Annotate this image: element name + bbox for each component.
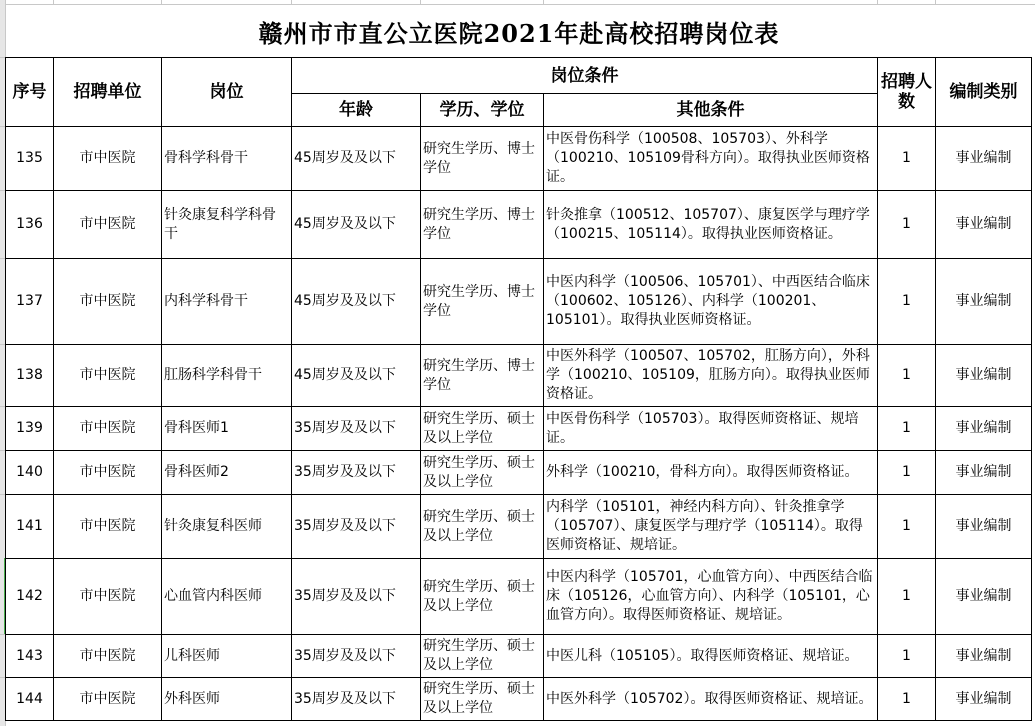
cell-education[interactable]: 研究生学历、硕士及以上学位: [421, 451, 544, 495]
table-row[interactable]: [6, 678, 1032, 721]
cell-other[interactable]: 中医内科学（100506、105701）、中西医结合临床（100602、105126）、内科学（100201、105101）。取得执业医师资格证。: [544, 259, 878, 345]
recruitment-table: [5, 57, 1032, 721]
cell-unit[interactable]: 市中医院: [54, 407, 162, 451]
cell-staffing[interactable]: 事业编制: [936, 407, 1032, 451]
cell-seq[interactable]: 143: [6, 635, 54, 678]
header-count: 招聘人数: [878, 58, 936, 127]
cell-education[interactable]: 研究生学历、博士学位: [421, 259, 544, 345]
header-age: 年龄: [292, 94, 421, 127]
cell-education[interactable]: 研究生学历、硕士及以上学位: [421, 495, 544, 559]
cell-count[interactable]: 1: [878, 345, 936, 407]
cell-unit[interactable]: 市中医院: [54, 345, 162, 407]
cell-seq[interactable]: 140: [6, 451, 54, 495]
header-staffing: 编制类别: [936, 58, 1032, 127]
cell-age[interactable]: 35周岁及及以下: [292, 451, 421, 495]
cell-age[interactable]: 35周岁及及以下: [292, 559, 421, 635]
cell-count[interactable]: 1: [878, 559, 936, 635]
cell-seq[interactable]: 144: [6, 678, 54, 721]
cell-count[interactable]: 1: [878, 127, 936, 191]
cell-seq[interactable]: 138: [6, 345, 54, 407]
cell-other[interactable]: 中医儿科（105105）。取得医师资格证、规培证。: [544, 635, 878, 678]
cell-age[interactable]: 45周岁及及以下: [292, 191, 421, 259]
cell-position[interactable]: 骨科医师2: [162, 451, 292, 495]
cell-position[interactable]: 针灸康复科学科骨干: [162, 191, 292, 259]
cell-education[interactable]: 研究生学历、硕士及以上学位: [421, 678, 544, 721]
cell-education[interactable]: 研究生学历、博士学位: [421, 191, 544, 259]
cell-count[interactable]: 1: [878, 635, 936, 678]
cell-count[interactable]: 1: [878, 407, 936, 451]
cell-other[interactable]: 内科学（105101，神经内科方向）、针灸推拿学（105707）、康复医学与理疗学（105114）。取得医师资格证、规培证。: [544, 495, 878, 559]
cell-other[interactable]: 中医内科学（105701，心血管方向）、中西医结合临床（105126，心血管方向）、内科学（105101，心血管方向）。取得医师资格证、规培证。: [544, 559, 878, 635]
table-row[interactable]: [6, 559, 1032, 635]
cell-seq[interactable]: 142: [6, 559, 54, 635]
cell-position[interactable]: 内科学科骨干: [162, 259, 292, 345]
header-conditions: 岗位条件: [292, 58, 878, 94]
cell-other[interactable]: 中医骨伤科学（100508、105703）、外科学（100210、105109骨科方向）。取得执业医师资格证。: [544, 127, 878, 191]
cell-position[interactable]: 骨科学科骨干: [162, 127, 292, 191]
cell-position[interactable]: 针灸康复科医师: [162, 495, 292, 559]
cell-staffing[interactable]: 事业编制: [936, 345, 1032, 407]
cell-staffing[interactable]: 事业编制: [936, 127, 1032, 191]
cell-staffing[interactable]: 事业编制: [936, 191, 1032, 259]
table-row[interactable]: [6, 451, 1032, 495]
cell-unit[interactable]: 市中医院: [54, 635, 162, 678]
cell-other[interactable]: 中医骨伤科学（105703）。取得医师资格证、规培证。: [544, 407, 878, 451]
cell-education[interactable]: 研究生学历、硕士及以上学位: [421, 635, 544, 678]
cell-position[interactable]: 肛肠科学科骨干: [162, 345, 292, 407]
cell-seq[interactable]: 139: [6, 407, 54, 451]
cell-seq[interactable]: 141: [6, 495, 54, 559]
cell-age[interactable]: 45周岁及及以下: [292, 345, 421, 407]
cell-staffing[interactable]: 事业编制: [936, 259, 1032, 345]
table-row[interactable]: [6, 345, 1032, 407]
cell-staffing[interactable]: 事业编制: [936, 451, 1032, 495]
cell-count[interactable]: 1: [878, 259, 936, 345]
table-row[interactable]: [6, 495, 1032, 559]
cell-other[interactable]: 中医外科学（105702）。取得医师资格证、规培证。: [544, 678, 878, 721]
cell-education[interactable]: 研究生学历、硕士及以上学位: [421, 559, 544, 635]
cell-staffing[interactable]: 事业编制: [936, 678, 1032, 721]
cell-other[interactable]: 针灸推拿（100512、105707）、康复医学与理疗学（100215、105114）。取得执业医师资格证。: [544, 191, 878, 259]
table-row[interactable]: [6, 407, 1032, 451]
cell-position[interactable]: 儿科医师: [162, 635, 292, 678]
table-row[interactable]: [6, 127, 1032, 191]
cell-unit[interactable]: 市中医院: [54, 559, 162, 635]
cell-age[interactable]: 45周岁及及以下: [292, 259, 421, 345]
cell-unit[interactable]: 市中医院: [54, 191, 162, 259]
cell-education[interactable]: 研究生学历、博士学位: [421, 345, 544, 407]
cell-count[interactable]: 1: [878, 678, 936, 721]
cell-position[interactable]: 外科医师: [162, 678, 292, 721]
cell-unit[interactable]: 市中医院: [54, 127, 162, 191]
cell-staffing[interactable]: 事业编制: [936, 635, 1032, 678]
cell-age[interactable]: 35周岁及及以下: [292, 495, 421, 559]
table-row[interactable]: [6, 191, 1032, 259]
cell-seq[interactable]: 137: [6, 259, 54, 345]
cell-age[interactable]: 35周岁及及以下: [292, 635, 421, 678]
cell-unit[interactable]: 市中医院: [54, 451, 162, 495]
cell-staffing[interactable]: 事业编制: [936, 559, 1032, 635]
sheet-title: 赣州市市直公立医院2021年赴高校招聘岗位表: [258, 18, 780, 48]
cell-staffing[interactable]: 事业编制: [936, 495, 1032, 559]
header-education: 学历、学位: [421, 94, 544, 127]
header-seq: 序号: [6, 58, 54, 127]
header-unit: 招聘单位: [54, 58, 162, 127]
cell-other[interactable]: 外科学（100210，骨科方向）。取得医师资格证。: [544, 451, 878, 495]
table-row[interactable]: [6, 635, 1032, 678]
cell-education[interactable]: 研究生学历、博士学位: [421, 127, 544, 191]
table-row[interactable]: [6, 259, 1032, 345]
cell-education[interactable]: 研究生学历、硕士及以上学位: [421, 407, 544, 451]
cell-unit[interactable]: 市中医院: [54, 495, 162, 559]
cell-other[interactable]: 中医外科学（100507、105702，肛肠方向），外科学（100210、105109，肛肠方向）。取得执业医师资格证。: [544, 345, 878, 407]
cell-seq[interactable]: 136: [6, 191, 54, 259]
cell-count[interactable]: 1: [878, 451, 936, 495]
cell-unit[interactable]: 市中医院: [54, 678, 162, 721]
header-position: 岗位: [162, 58, 292, 127]
cell-count[interactable]: 1: [878, 191, 936, 259]
cell-count[interactable]: 1: [878, 495, 936, 559]
cell-seq[interactable]: 135: [6, 127, 54, 191]
cell-age[interactable]: 45周岁及及以下: [292, 127, 421, 191]
cell-age[interactable]: 35周岁及及以下: [292, 678, 421, 721]
cell-age[interactable]: 35周岁及及以下: [292, 407, 421, 451]
header-other: 其他条件: [544, 94, 878, 127]
cell-unit[interactable]: 市中医院: [54, 259, 162, 345]
cell-position[interactable]: 心血管内科医师: [162, 559, 292, 635]
cell-position[interactable]: 骨科医师1: [162, 407, 292, 451]
